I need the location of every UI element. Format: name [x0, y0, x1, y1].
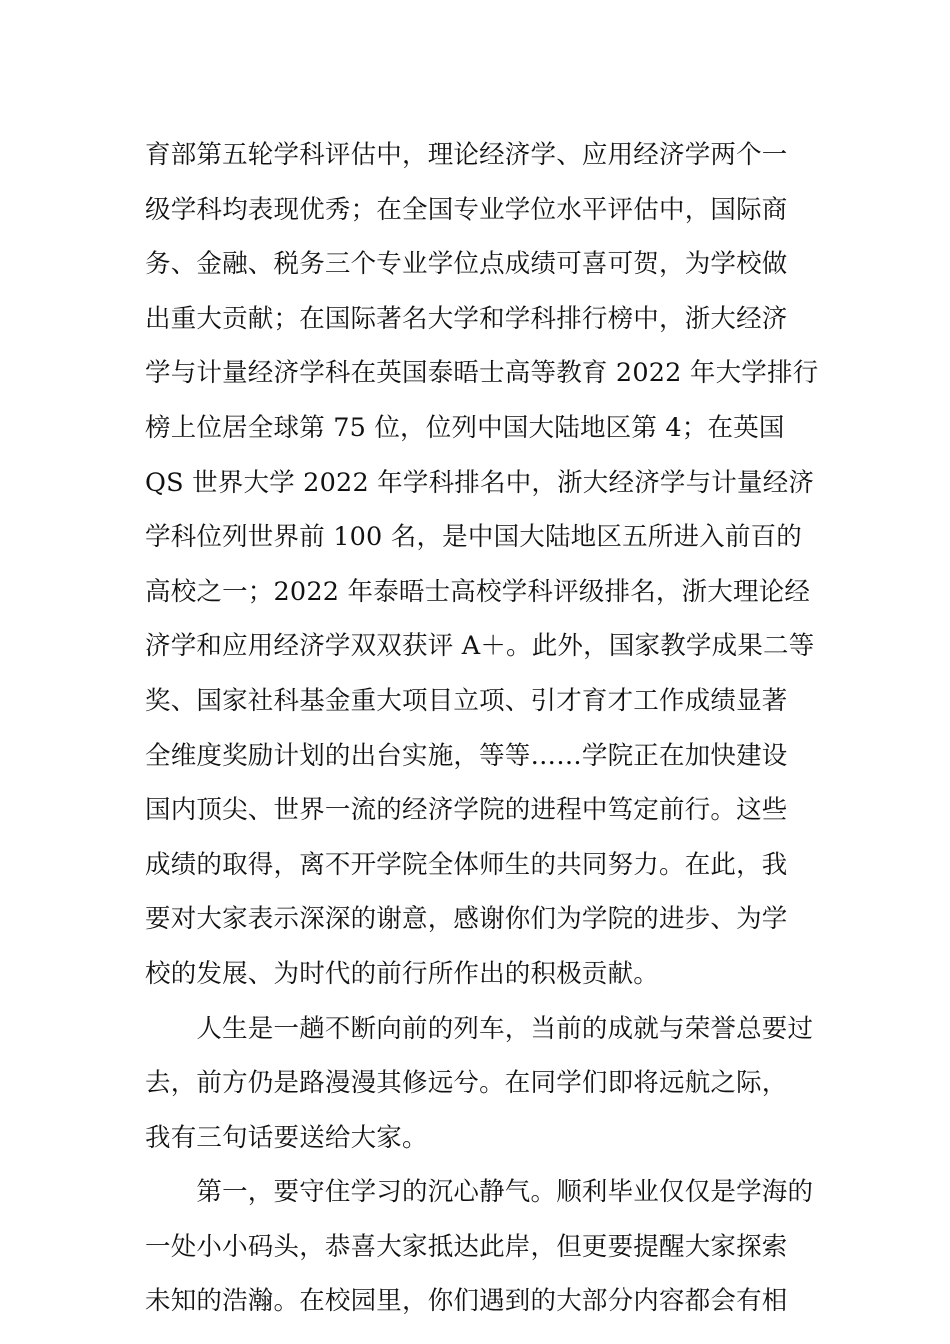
text-line: 校的发展、为时代的前行所作出的积极贡献。: [145, 958, 660, 989]
text-line: 奖、国家社科基金重大项目立项、引才育才工作成绩显著: [145, 685, 788, 716]
paragraph-achievements: [145, 128, 819, 1002]
text-line: 济学和应用经济学双双获评 A＋。此外，国家教学成果二等: [145, 631, 815, 662]
text-line: 未知的浩瀚。在校园里，你们遇到的大部分内容都会有相: [145, 1286, 788, 1317]
text-line: QS 世界大学 2022 年学科排名中，浙大经济学与计量经济: [145, 467, 815, 498]
paragraph-first-advice: [145, 1165, 814, 1329]
text-line: 成绩的取得，离不开学院全体师生的共同努力。在此，我: [145, 849, 788, 880]
text-line: 出重大贡献；在国际著名大学和学科排行榜中，浙大经济: [145, 303, 788, 334]
text-line: 国内顶尖、世界一流的经济学院的进程中笃定前行。这些: [145, 795, 788, 826]
text-line: 去，前方仍是路漫漫其修远兮。在同学们即将远航之际，: [145, 1068, 788, 1099]
text-line: 榜上位居全球第 75 位，位列中国大陆地区第 4；在英国: [145, 412, 785, 443]
text-line: 级学科均表现优秀；在全国专业学位水平评估中，国际商: [145, 194, 788, 225]
text-line: 学科位列世界前 100 名，是中国大陆地区五所进入前百的: [145, 522, 802, 553]
text-line: 育部第五轮学科评估中，理论经济学、应用经济学两个一: [145, 140, 788, 170]
body-text: [145, 128, 819, 1329]
text-line: 学与计量经济学科在英国泰晤士高等教育 2022 年大学排行: [145, 358, 819, 389]
text-line: 人生是一趟不断向前的列车，当前的成就与荣誉总要过: [145, 1013, 814, 1044]
paragraph-life-train: [145, 1002, 814, 1166]
text-line: 务、金融、税务三个专业学位点成绩可喜可贺，为学校做: [145, 249, 788, 280]
text-line: 高校之一；2022 年泰晤士高校学科评级排名，浙大理论经: [145, 576, 811, 607]
text-line: 全维度奖励计划的出台实施，等等……学院正在加快建设: [145, 740, 788, 771]
text-line: 我有三句话要送给大家。: [145, 1122, 428, 1153]
text-line: 第一，要守住学习的沉心静气。顺利毕业仅仅是学海的: [145, 1177, 814, 1208]
text-line: 要对大家表示深深的谢意，感谢你们为学院的进步、为学: [145, 904, 788, 935]
text-line: 一处小小码头，恭喜大家抵达此岸，但更要提醒大家探索: [145, 1231, 788, 1262]
